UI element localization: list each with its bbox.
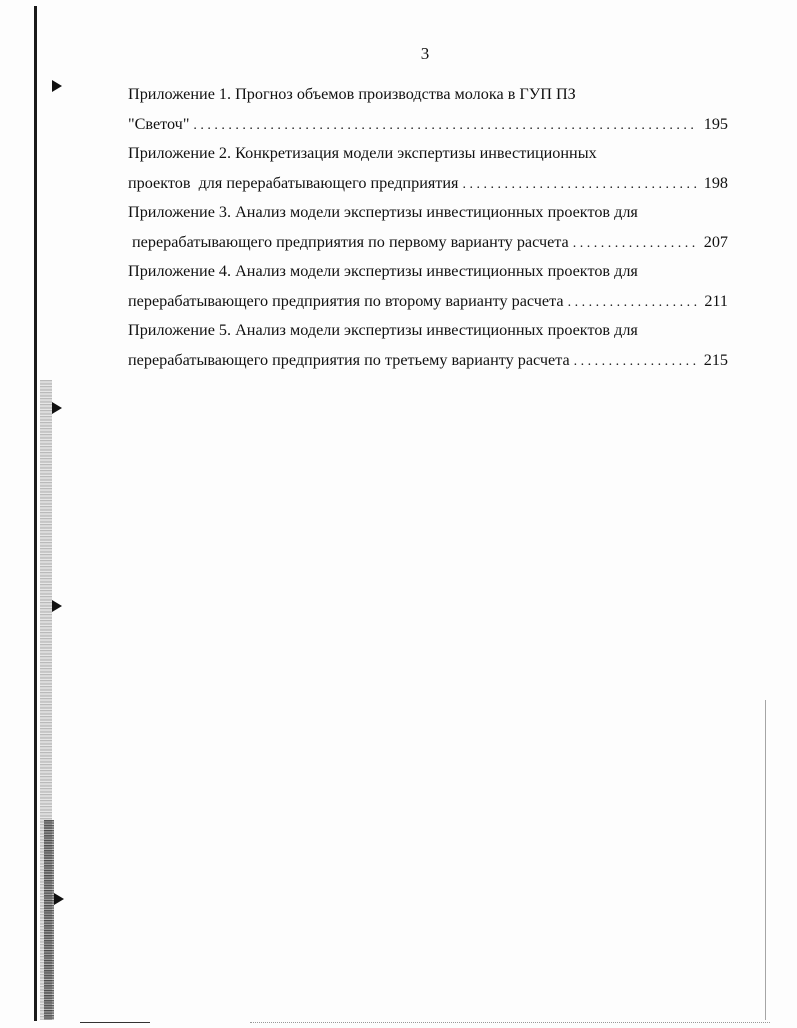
punch-hole-mark-icon <box>52 600 62 612</box>
dot-leader <box>458 169 698 200</box>
toc-entry-4-continuation <box>128 287 728 317</box>
toc-entry-4-text: перерабатывающего предприятия по второму варианту расчета <box>128 291 564 310</box>
punch-hole-mark-icon <box>52 80 62 92</box>
dot-leader <box>569 228 698 259</box>
toc-entry-1-page: 195 <box>703 114 728 133</box>
dot-leader <box>189 110 698 141</box>
toc-entry-5-page: 215 <box>703 350 728 369</box>
scan-streak <box>765 700 766 1020</box>
toc-entry-1-title: Приложение 1. Прогноз объемов производства молока в ГУП ПЗ <box>128 85 576 103</box>
table-of-contents <box>128 80 728 375</box>
dot-leader <box>564 287 698 318</box>
toc-entry-2-page: 198 <box>703 173 728 192</box>
toc-entry-3-page: 207 <box>703 232 728 251</box>
toc-entry-3-continuation <box>128 228 728 258</box>
toc-entry-2-text: проектов для перерабатывающего предприятия <box>128 173 459 192</box>
toc-entry-5-text: перерабатывающего предприятия по третьему варианту расчета <box>128 350 570 369</box>
toc-entry-4-title: Приложение 4. Анализ модели экспертизы инвестиционных проектов для <box>128 262 638 280</box>
punch-hole-mark-icon <box>52 402 62 414</box>
page-number: 3 <box>420 44 430 63</box>
toc-entry-5-title: Приложение 5. Анализ модели экспертизы инвестиционных проектов для <box>128 321 638 339</box>
toc-entry-2-continuation <box>128 169 728 199</box>
toc-entry-1-continuation <box>128 110 728 140</box>
dot-leader <box>570 346 698 377</box>
toc-entry-1-text: "Светоч" <box>128 114 190 133</box>
toc-entry-3-text: перерабатывающего предприятия по первому варианту расчета <box>132 232 569 251</box>
toc-entry-5-continuation <box>128 346 728 376</box>
toc-entry-3-title: Приложение 3. Анализ модели экспертизы инвестиционных проектов для <box>128 203 638 221</box>
scan-bottom-rule <box>80 1022 150 1023</box>
toc-entry-4-page: 211 <box>704 291 728 310</box>
punch-hole-mark-icon <box>54 893 64 905</box>
scan-bottom-dotted <box>250 1022 770 1023</box>
binding-shadow-dark <box>44 820 54 1020</box>
binding-edge-line <box>34 6 37 1021</box>
toc-entry-2-title: Приложение 2. Конкретизация модели экспертизы инвестиционных <box>128 144 597 162</box>
